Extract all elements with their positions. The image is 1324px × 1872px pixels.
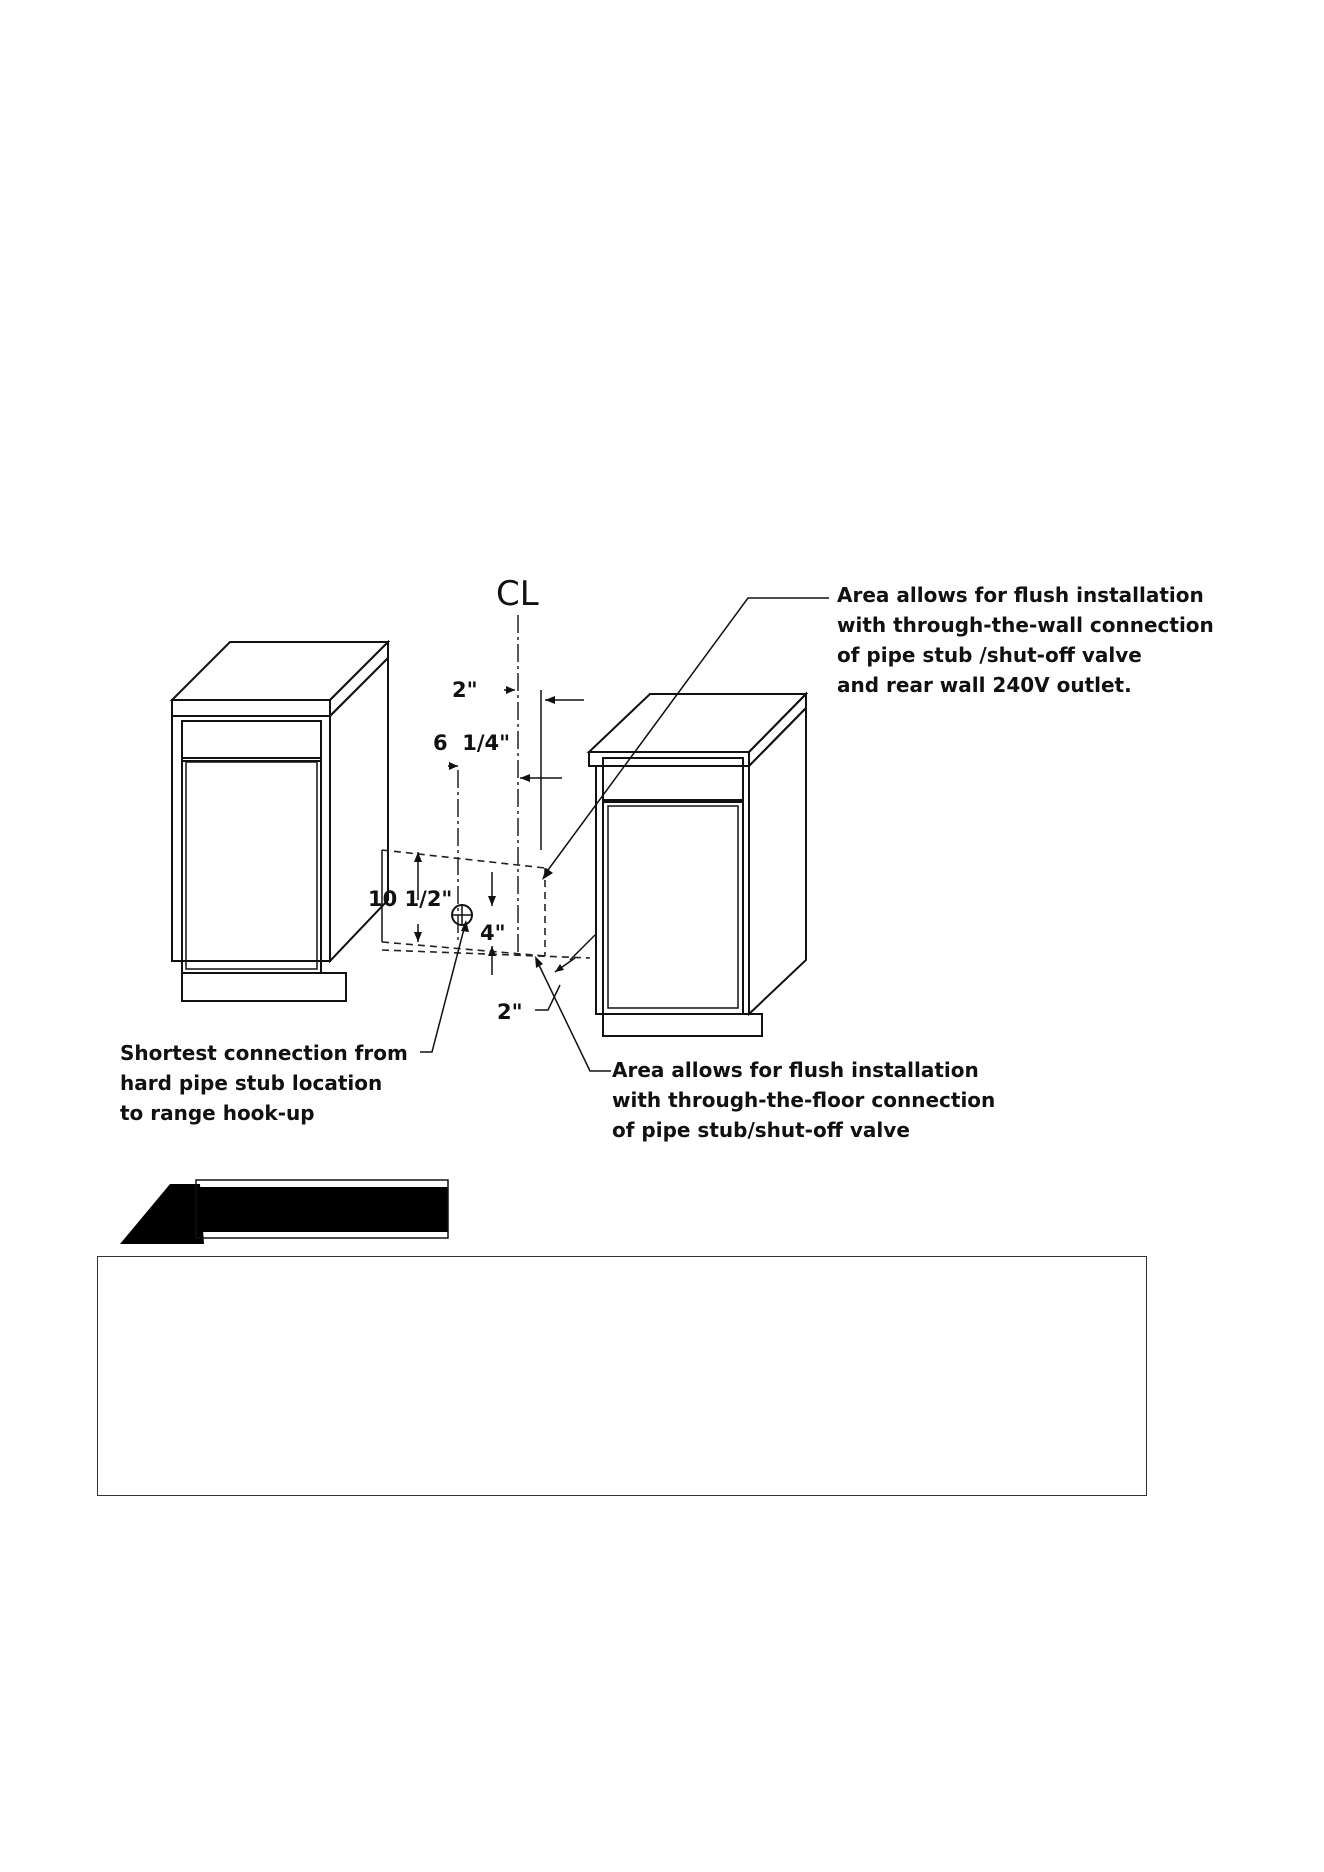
warning-banner [120,1180,448,1244]
cl-text: CL [496,574,539,614]
dim-2-top: 2" [452,678,478,702]
dim-2-bottom: 2" [497,1000,523,1024]
callout-wall-line-3: of pipe stub /shut-off valve [837,643,1142,667]
callout-short-line-1: Shortest connection from [120,1041,408,1065]
callout-wall-line-1: Area allows for flush installation [837,583,1204,607]
callout-short-line-2: hard pipe stub location [120,1071,383,1095]
dimension-labels [368,678,523,1024]
centerlines [458,615,518,956]
callout-floor-area [612,1058,995,1142]
dim-4: 4" [480,921,506,945]
left-cabinet [172,642,388,1001]
callout-short-line-3: to range hook-up [120,1101,315,1125]
centerline-symbol [496,574,539,614]
dim-10-1-2: 10 1/2" [368,887,453,911]
callout-wall-area [837,583,1214,697]
callout-floor-line-2: with through-the-floor connection [612,1088,996,1112]
callout-wall-line-4: and rear wall 240V outlet. [837,673,1132,697]
dim-6-1-4: 6 1/4" [433,731,511,755]
callout-floor-line-1: Area allows for flush installation [612,1058,979,1082]
right-cabinet [589,694,806,1036]
pipe-stub-marker [452,905,472,925]
note-box [97,1256,1147,1496]
callout-leaders [420,598,829,1071]
callout-floor-line-3: of pipe stub/shut-off valve [612,1118,910,1142]
callout-shortest-connection [120,1041,408,1125]
callout-wall-line-2: with through-the-wall connection [837,613,1214,637]
